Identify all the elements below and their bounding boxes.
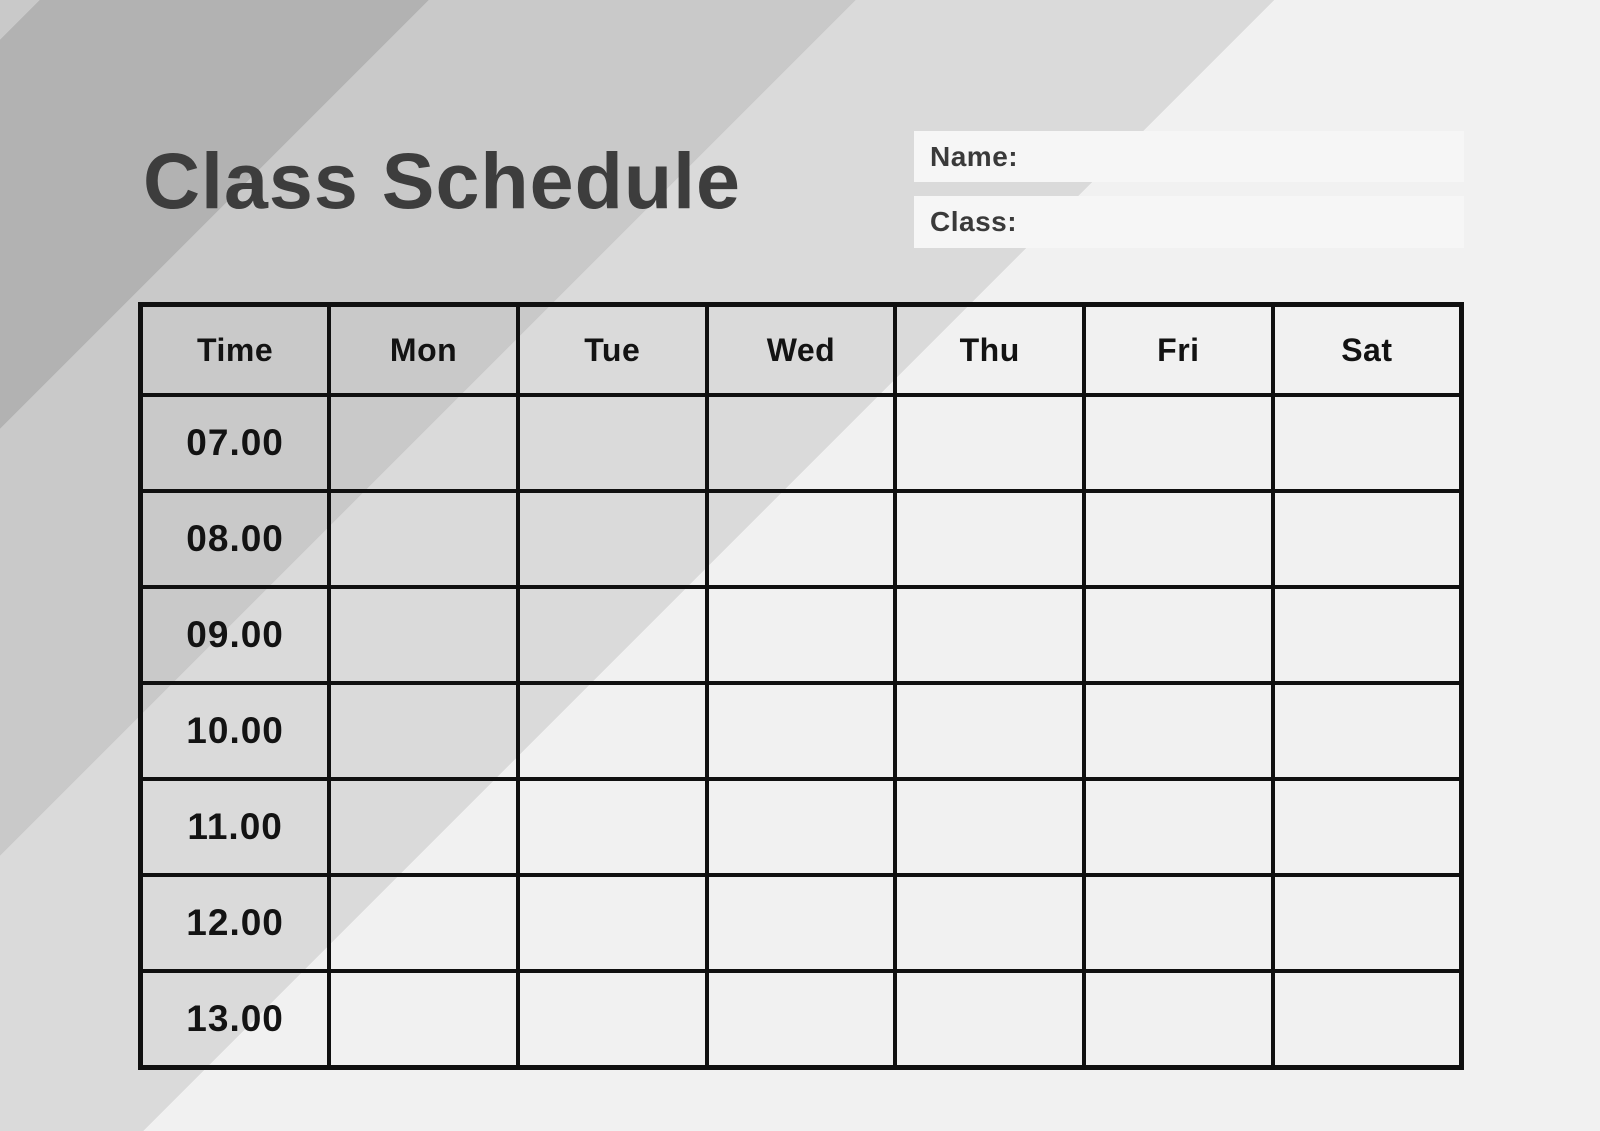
table-row bbox=[141, 875, 1462, 971]
schedule-cell[interactable] bbox=[518, 875, 707, 971]
table-row bbox=[141, 683, 1462, 779]
table-row bbox=[141, 395, 1462, 491]
schedule-cell[interactable] bbox=[707, 779, 896, 875]
header-sat: Sat bbox=[1273, 305, 1462, 396]
schedule-cell[interactable] bbox=[518, 587, 707, 683]
page-title: Class Schedule bbox=[143, 136, 741, 225]
schedule-cell[interactable] bbox=[895, 683, 1084, 779]
time-cell: 07.00 bbox=[141, 395, 330, 491]
schedule-cell[interactable] bbox=[895, 491, 1084, 587]
time-cell: 13.00 bbox=[141, 971, 330, 1068]
schedule-cell[interactable] bbox=[1084, 683, 1273, 779]
header-fri: Fri bbox=[1084, 305, 1273, 396]
schedule-cell[interactable] bbox=[329, 875, 518, 971]
table-row bbox=[141, 491, 1462, 587]
schedule-cell[interactable] bbox=[1273, 683, 1462, 779]
schedule-cell[interactable] bbox=[329, 587, 518, 683]
table-row bbox=[141, 587, 1462, 683]
schedule-cell[interactable] bbox=[895, 971, 1084, 1068]
schedule-cell[interactable] bbox=[329, 395, 518, 491]
schedule-cell[interactable] bbox=[895, 779, 1084, 875]
schedule-cell[interactable] bbox=[518, 395, 707, 491]
schedule-cell[interactable] bbox=[1273, 587, 1462, 683]
header-mon: Mon bbox=[329, 305, 518, 396]
schedule-cell[interactable] bbox=[1273, 491, 1462, 587]
time-cell: 09.00 bbox=[141, 587, 330, 683]
time-cell: 08.00 bbox=[141, 491, 330, 587]
schedule-cell[interactable] bbox=[518, 491, 707, 587]
time-cell: 11.00 bbox=[141, 779, 330, 875]
schedule-cell[interactable] bbox=[707, 971, 896, 1068]
header-time: Time bbox=[141, 305, 330, 396]
schedule-cell[interactable] bbox=[707, 491, 896, 587]
table-row bbox=[141, 971, 1462, 1068]
class-field[interactable] bbox=[914, 196, 1464, 248]
schedule-table bbox=[138, 302, 1464, 1070]
schedule-cell[interactable] bbox=[329, 683, 518, 779]
schedule-cell[interactable] bbox=[707, 587, 896, 683]
header-row bbox=[141, 305, 1462, 396]
schedule-cell[interactable] bbox=[1084, 587, 1273, 683]
header-tue: Tue bbox=[518, 305, 707, 396]
schedule-cell[interactable] bbox=[518, 779, 707, 875]
schedule-cell[interactable] bbox=[707, 875, 896, 971]
name-field-label: Name: bbox=[930, 140, 1019, 172]
schedule-cell[interactable] bbox=[1273, 395, 1462, 491]
schedule-cell[interactable] bbox=[895, 587, 1084, 683]
schedule-cell[interactable] bbox=[518, 683, 707, 779]
schedule-cell[interactable] bbox=[895, 395, 1084, 491]
schedule-cell[interactable] bbox=[1084, 875, 1273, 971]
schedule-cell[interactable] bbox=[1084, 395, 1273, 491]
schedule-cell[interactable] bbox=[707, 395, 896, 491]
time-cell: 12.00 bbox=[141, 875, 330, 971]
header-thu: Thu bbox=[895, 305, 1084, 396]
schedule-cell[interactable] bbox=[1273, 875, 1462, 971]
class-field-blank[interactable] bbox=[1017, 196, 1464, 248]
schedule-cell[interactable] bbox=[895, 875, 1084, 971]
name-field-blank[interactable] bbox=[1018, 131, 1464, 182]
schedule-cell[interactable] bbox=[329, 491, 518, 587]
schedule-cell[interactable] bbox=[1273, 971, 1462, 1068]
schedule-cell[interactable] bbox=[329, 971, 518, 1068]
header-wed: Wed bbox=[707, 305, 896, 396]
schedule-cell[interactable] bbox=[329, 779, 518, 875]
schedule-cell[interactable] bbox=[1084, 971, 1273, 1068]
schedule-cell[interactable] bbox=[1273, 779, 1462, 875]
schedule-cell[interactable] bbox=[518, 971, 707, 1068]
time-cell: 10.00 bbox=[141, 683, 330, 779]
schedule-cell[interactable] bbox=[1084, 491, 1273, 587]
schedule-cell[interactable] bbox=[1084, 779, 1273, 875]
schedule-cell[interactable] bbox=[707, 683, 896, 779]
name-field[interactable] bbox=[914, 131, 1464, 182]
class-field-label: Class: bbox=[930, 206, 1018, 237]
table-row bbox=[141, 779, 1462, 875]
